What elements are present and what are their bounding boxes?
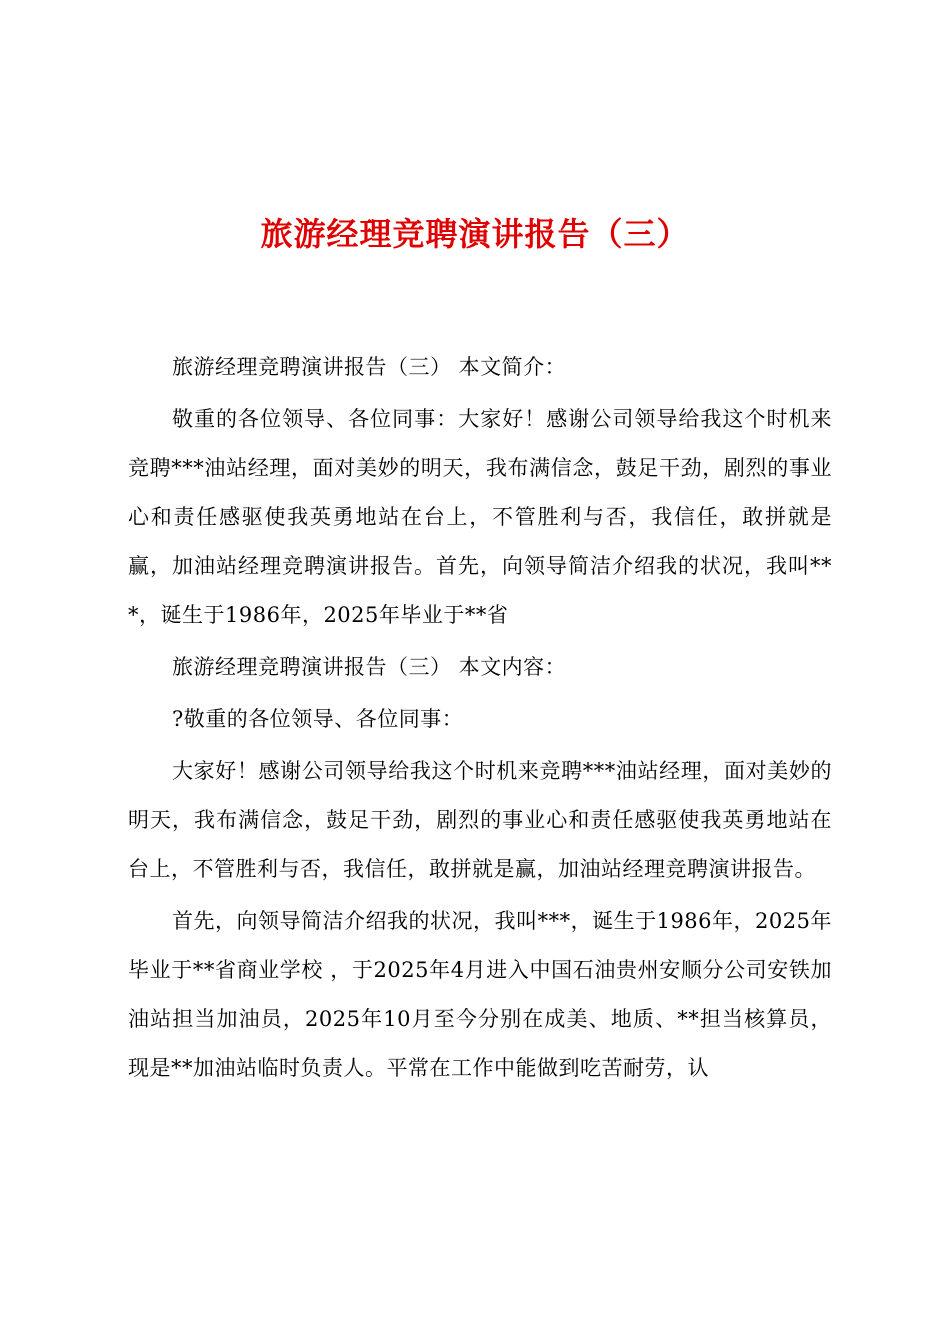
paragraph-intro-heading: 旅游经理竞聘演讲报告（三） 本文简介： bbox=[172, 355, 567, 379]
paragraph-intro-summary: 敬重的各位领导、各位同事：大家好！感谢公司领导给我这个时机来竞聘***油站经理，面对美妙的明天，我布满信念，鼓足干劲，剧烈的事业心和责任感驱使我英勇地站在台上，不管胜利与否，我信任，敢拼就是赢，加油站经理竞聘演讲报告。首先，向领导简洁介绍我的状况，我叫***，诞生于1986年，2025年毕业于**省 bbox=[128, 407, 832, 627]
paragraph-self-introduction: 首先，向领导简洁介绍我的状况，我叫***，诞生于1986年，2025年毕业于**省商业学校 ，于2025年4月进入中国石油贵州安顺分公司安铁加油站担当加油员，2025年10月至今分别在成美、地质、**担当核算员，现是**加油站临时负责人。平常在工作中能做到吃苦耐劳，认 bbox=[128, 909, 832, 1080]
paragraph-greeting: 大家好！感谢公司领导给我这个时机来竞聘***油站经理，面对美妙的明天，我布满信念，鼓足干劲，剧烈的事业心和责任感驱使我英勇地站在台上，不管胜利与否，我信任，敢拼就是赢，加油站经理竞聘演讲报告。 bbox=[128, 759, 832, 881]
paragraph-salutation: ?敬重的各位领导、各位同事： bbox=[172, 707, 464, 731]
paragraph-content-heading: 旅游经理竞聘演讲报告（三） 本文内容： bbox=[172, 655, 567, 679]
document-body bbox=[128, 343, 832, 1093]
document-title: 旅游经理竞聘演讲报告（三） bbox=[260, 215, 690, 253]
